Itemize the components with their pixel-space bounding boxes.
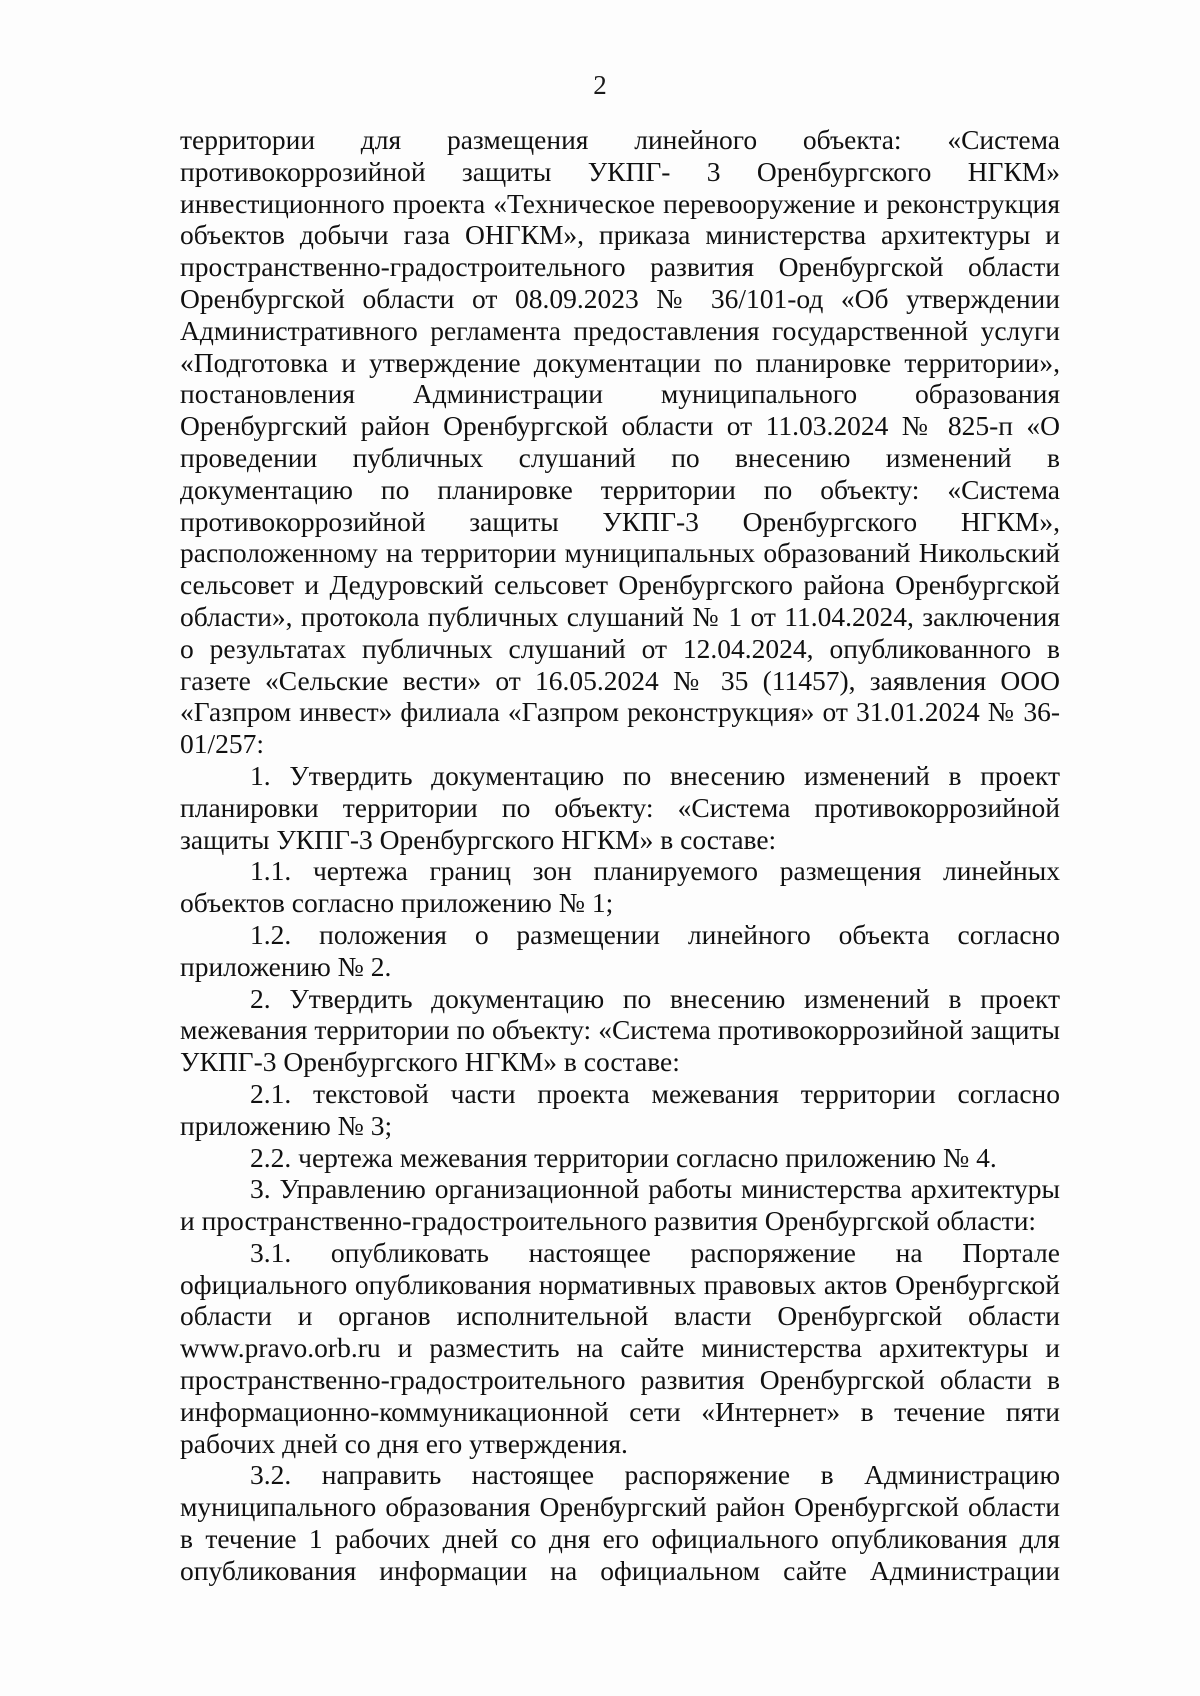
paragraph-item-3-2: 3.2. направить настоящее распоряжение в Администрацию муниципального образования Оренбургский район Оренбургской области в течение 1 рабочих дней со дня его официального опубликования для опубликования информации на официальном сайте Администрации [180,1459,1060,1586]
paragraph-item-1-1: 1.1. чертежа границ зон планируемого размещения линейных объектов согласно приложению № 1; [180,855,1060,919]
paragraph-item-1: 1. Утвердить документацию по внесению изменений в проект планировки территории по объекту: «Система противокоррозийной защиты УКПГ-3 Оренбургского НГКМ» в составе: [180,759,1060,855]
document-body [180,124,1060,1587]
paragraph-item-2: 2. Утвердить документацию по внесению изменений в проект межевания территории по объекту: «Система противокоррозийной защиты УКПГ-3 Оренбургского НГКМ» в составе: [180,982,1060,1078]
paragraph-item-3: 3. Управлению организационной работы министерства архитектуры и пространственно-градостроительного развития Оренбургской области: [180,1173,1060,1237]
paragraph-item-2-2: 2.2. чертежа межевания территории согласно приложению № 4. [250,1141,997,1173]
paragraph-item-1-2: 1.2. положения о размещении линейного объекта согласно приложению № 2. [180,918,1060,982]
paragraph-continuation: территории для размещения линейного объекта: «Система противокоррозийной защиты УКПГ- 3 Оренбургского НГКМ» инвестиционного проекта «Техническое перевооружение и реконструкция объектов добычи газа ОНГКМ», приказа министерства архитектуры и пространственно-градостроительного развития Оренбургской области Оренбургской области от 08.09.2023 № 36/101-од «Об утверждении Административного регламента предоставления государственной услуги «Подготовка и утверждение документации по планировке территории», постановления Администрации муниципального образования Оренбургский район Оренбургской области от 11.03.2024 № 825-п «О проведении публичных слушаний по внесению изменений в документацию по планировке территории по объекту: «Система противокоррозийной защиты УКПГ-3 Оренбургского НГКМ», расположенному на территории муниципальных образований Никольский сельсовет и Дедуровский сельсовет Оренбургского района Оренбургской области», протокола публичных слушаний № 1 от 11.04.2024, заключения о результатах публичных слушаний от 12.04.2024, опубликованного в газете «Сельские вести» от 16.05.2024 № 35 (11457), заявления ООО «Газпром инвест» филиала «Газпром реконструкция» от 31.01.2024 № 36-01/257: [180,124,1060,760]
page-number: 2 [593,70,607,100]
paragraph-item-2-1: 2.1. текстовой части проекта межевания территории согласно приложению № 3; [180,1077,1060,1141]
paragraph-item-3-1: 3.1. опубликовать настоящее распоряжение на Портале официального опубликования нормативных правовых актов Оренбургской области и органов исполнительной власти Оренбургской области www.pravo.orb.ru и разместить на сайте министерства архитектуры и пространственно-градостроительного развития Оренбургской области в информационно-коммуникационной сети «Интернет» в течение пяти рабочих дней со дня его утверждения. [180,1236,1060,1459]
